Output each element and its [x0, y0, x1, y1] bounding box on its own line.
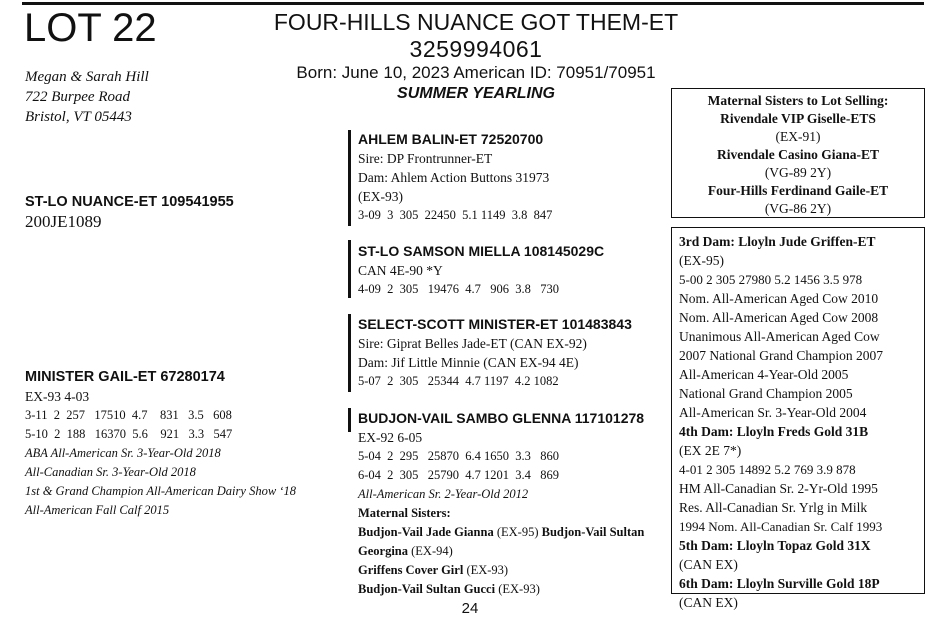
- third-dam-line: (EX-95): [679, 253, 724, 268]
- fourth-dam-line: HM All-Canadian Sr. 2-Yr-Old 1995: [679, 481, 878, 496]
- dams-sire-line-2: Dam: Jif Little Minnie (CAN EX-94 4E): [358, 355, 579, 370]
- box-sister-score: (EX-91): [775, 129, 821, 144]
- sires-sire-line-3: (EX-93): [358, 189, 403, 204]
- born-line: Born: June 10, 2023 American ID: 70951/70951: [296, 63, 656, 82]
- fifth-dam-heading: 5th Dam: Lloyln Topaz Gold 31X: [679, 538, 871, 553]
- sire-block: [25, 193, 234, 233]
- sixth-dam-line: (CAN EX): [679, 595, 738, 610]
- dams-dam-record-2: 6-04 2 305 25790 4.7 1201 3.4 869: [358, 468, 560, 482]
- third-dam-heading: 3rd Dam: Lloyln Jude Griffen-ET: [679, 234, 876, 249]
- dams-sire-line-1: Sire: Giprat Belles Jade-ET (CAN EX-92): [358, 336, 587, 351]
- sixth-dam-heading: 6th Dam: Lloyln Surville Gold 18P: [679, 576, 880, 591]
- dams-sire-name: SELECT-SCOTT MINISTER-ET 101483843: [358, 316, 632, 332]
- box-sister-name: Rivendale VIP Giselle-ETS: [720, 111, 876, 126]
- maternal-sisters-box-heading: Maternal Sisters to Lot Selling:: [707, 93, 889, 108]
- sire-dam-bar: [348, 240, 351, 298]
- third-dam-line: Nom. All-American Aged Cow 2008: [679, 310, 879, 325]
- third-dam-line: Unanimous All-American Aged Cow: [679, 329, 880, 344]
- dam-score: EX-93 4-03: [25, 389, 90, 404]
- fifth-dam-line: (CAN EX): [679, 557, 738, 572]
- fourth-dam-line: Res. All-Canadian Sr. Yrlg in Milk: [679, 500, 868, 515]
- fourth-dam-line: 4-01 2 305 14892 5.2 769 3.9 878: [679, 462, 856, 477]
- consignor-name: Megan & Sarah Hill: [25, 69, 149, 85]
- sires-sire-block: [358, 130, 552, 225]
- third-dam-line: Nom. All-American Aged Cow 2010: [679, 291, 879, 306]
- sires-sire-line-2: Dam: Ahlem Action Buttons 31973: [358, 170, 550, 185]
- box-sister-name: Four-Hills Ferdinand Gaile-ET: [707, 183, 889, 198]
- maternal-sisters-heading: Maternal Sisters:: [358, 506, 451, 520]
- box-sister-name: Rivendale Casino Giana-ET: [716, 147, 880, 162]
- sires-sire-name: AHLEM BALIN-ET 72520700: [358, 131, 544, 147]
- sires-sire-line-4: 3-09 3 305 22450 5.1 1149 3.8 847: [358, 208, 553, 222]
- third-dam-line: 5-00 2 305 27980 5.2 1456 3.5 978: [679, 272, 863, 287]
- dam-name: MINISTER GAIL-ET 67280174: [25, 369, 225, 385]
- dams-dam-block: [358, 409, 668, 599]
- sires-dam-line-1: CAN 4E-90 *Y: [358, 263, 443, 278]
- third-dam-line: National Grand Champion 2005: [679, 386, 853, 401]
- third-dam-line: All-American Sr. 3-Year-Old 2004: [679, 405, 867, 420]
- class-label: SUMMER YEARLING: [397, 85, 555, 102]
- dams-dam-honor: All-American Sr. 2-Year-Old 2012: [358, 487, 529, 501]
- maternal-sisters-box: [671, 88, 925, 218]
- dams-sire-line-3: 5-07 2 305 25344 4.7 1197 4.2 1082: [358, 374, 559, 388]
- dam-honor-4: All-American Fall Calf 2015: [25, 503, 170, 517]
- top-rule: [22, 2, 924, 5]
- box-sister-score: (VG-89 2Y): [764, 165, 832, 180]
- fourth-dam-line: (EX 2E 7*): [679, 443, 742, 458]
- animal-name: FOUR-HILLS NUANCE GOT THEM-ET: [273, 9, 679, 35]
- consignor-street: 722 Burpee Road: [25, 89, 130, 105]
- dams-dam-name: BUDJON-VAIL SAMBO GLENNA 117101278: [358, 410, 645, 426]
- ancestral-dams-box: [671, 227, 925, 610]
- sires-sire-line-1: Sire: DP Frontrunner-ET: [358, 151, 493, 166]
- dam-dam-bar: [348, 408, 351, 432]
- sire-code: 200JE1089: [25, 212, 102, 231]
- maternal-sister-line: Budjon-Vail Sultan Gucci (EX-93): [358, 582, 540, 596]
- dam-sire-bar: [348, 314, 351, 392]
- dams-dam-score: EX-92 6-05: [358, 430, 423, 445]
- dams-sire-block: [358, 315, 632, 391]
- consignor-city: Bristol, VT 05443: [25, 109, 132, 125]
- dam-honor-3: 1st & Grand Champion All-American Dairy Show ‘18: [25, 484, 296, 498]
- sires-dam-block: [358, 242, 604, 299]
- page-number: 24: [461, 600, 479, 617]
- registration-number: 3259994061: [409, 36, 543, 62]
- consignor-block: [25, 67, 149, 127]
- third-dam-line: 2007 National Grand Champion 2007: [679, 348, 883, 363]
- sires-dam-name: ST-LO SAMSON MIELLA 108145029C: [358, 243, 605, 259]
- dam-block: [25, 368, 296, 520]
- third-dam-line: All-American 4-Year-Old 2005: [679, 367, 849, 382]
- box-sister-score: (VG-86 2Y): [764, 201, 832, 216]
- lot-number: LOT 22: [24, 6, 157, 50]
- dams-dam-record-1: 5-04 2 295 25870 6.4 1650 3.3 860: [358, 449, 560, 463]
- dam-record-1: 3-11 2 257 17510 4.7 831 3.5 608: [25, 408, 232, 422]
- maternal-sister-line: Budjon-Vail Jade Gianna (EX-95) Budjon-Vail Sultan: [358, 525, 645, 539]
- dam-honor-1: ABA All-American Sr. 3-Year-Old 2018: [25, 446, 221, 460]
- fourth-dam-heading: 4th Dam: Lloyln Freds Gold 31B: [679, 424, 869, 439]
- maternal-sister-line: Georgina (EX-94): [358, 544, 453, 558]
- sire-side-bar: [348, 130, 351, 226]
- fourth-dam-line: 1994 Nom. All-Canadian Sr. Calf 1993: [679, 519, 883, 534]
- sire-name: ST-LO NUANCE-ET 109541955: [25, 194, 234, 210]
- maternal-sister-line: Griffens Cover Girl (EX-93): [358, 563, 509, 577]
- sires-dam-line-2: 4-09 2 305 19476 4.7 906 3.8 730: [358, 282, 560, 296]
- dam-record-2: 5-10 2 188 16370 5.6 921 3.3 547: [25, 427, 233, 441]
- dam-honor-2: All-Canadian Sr. 3-Year-Old 2018: [25, 465, 196, 479]
